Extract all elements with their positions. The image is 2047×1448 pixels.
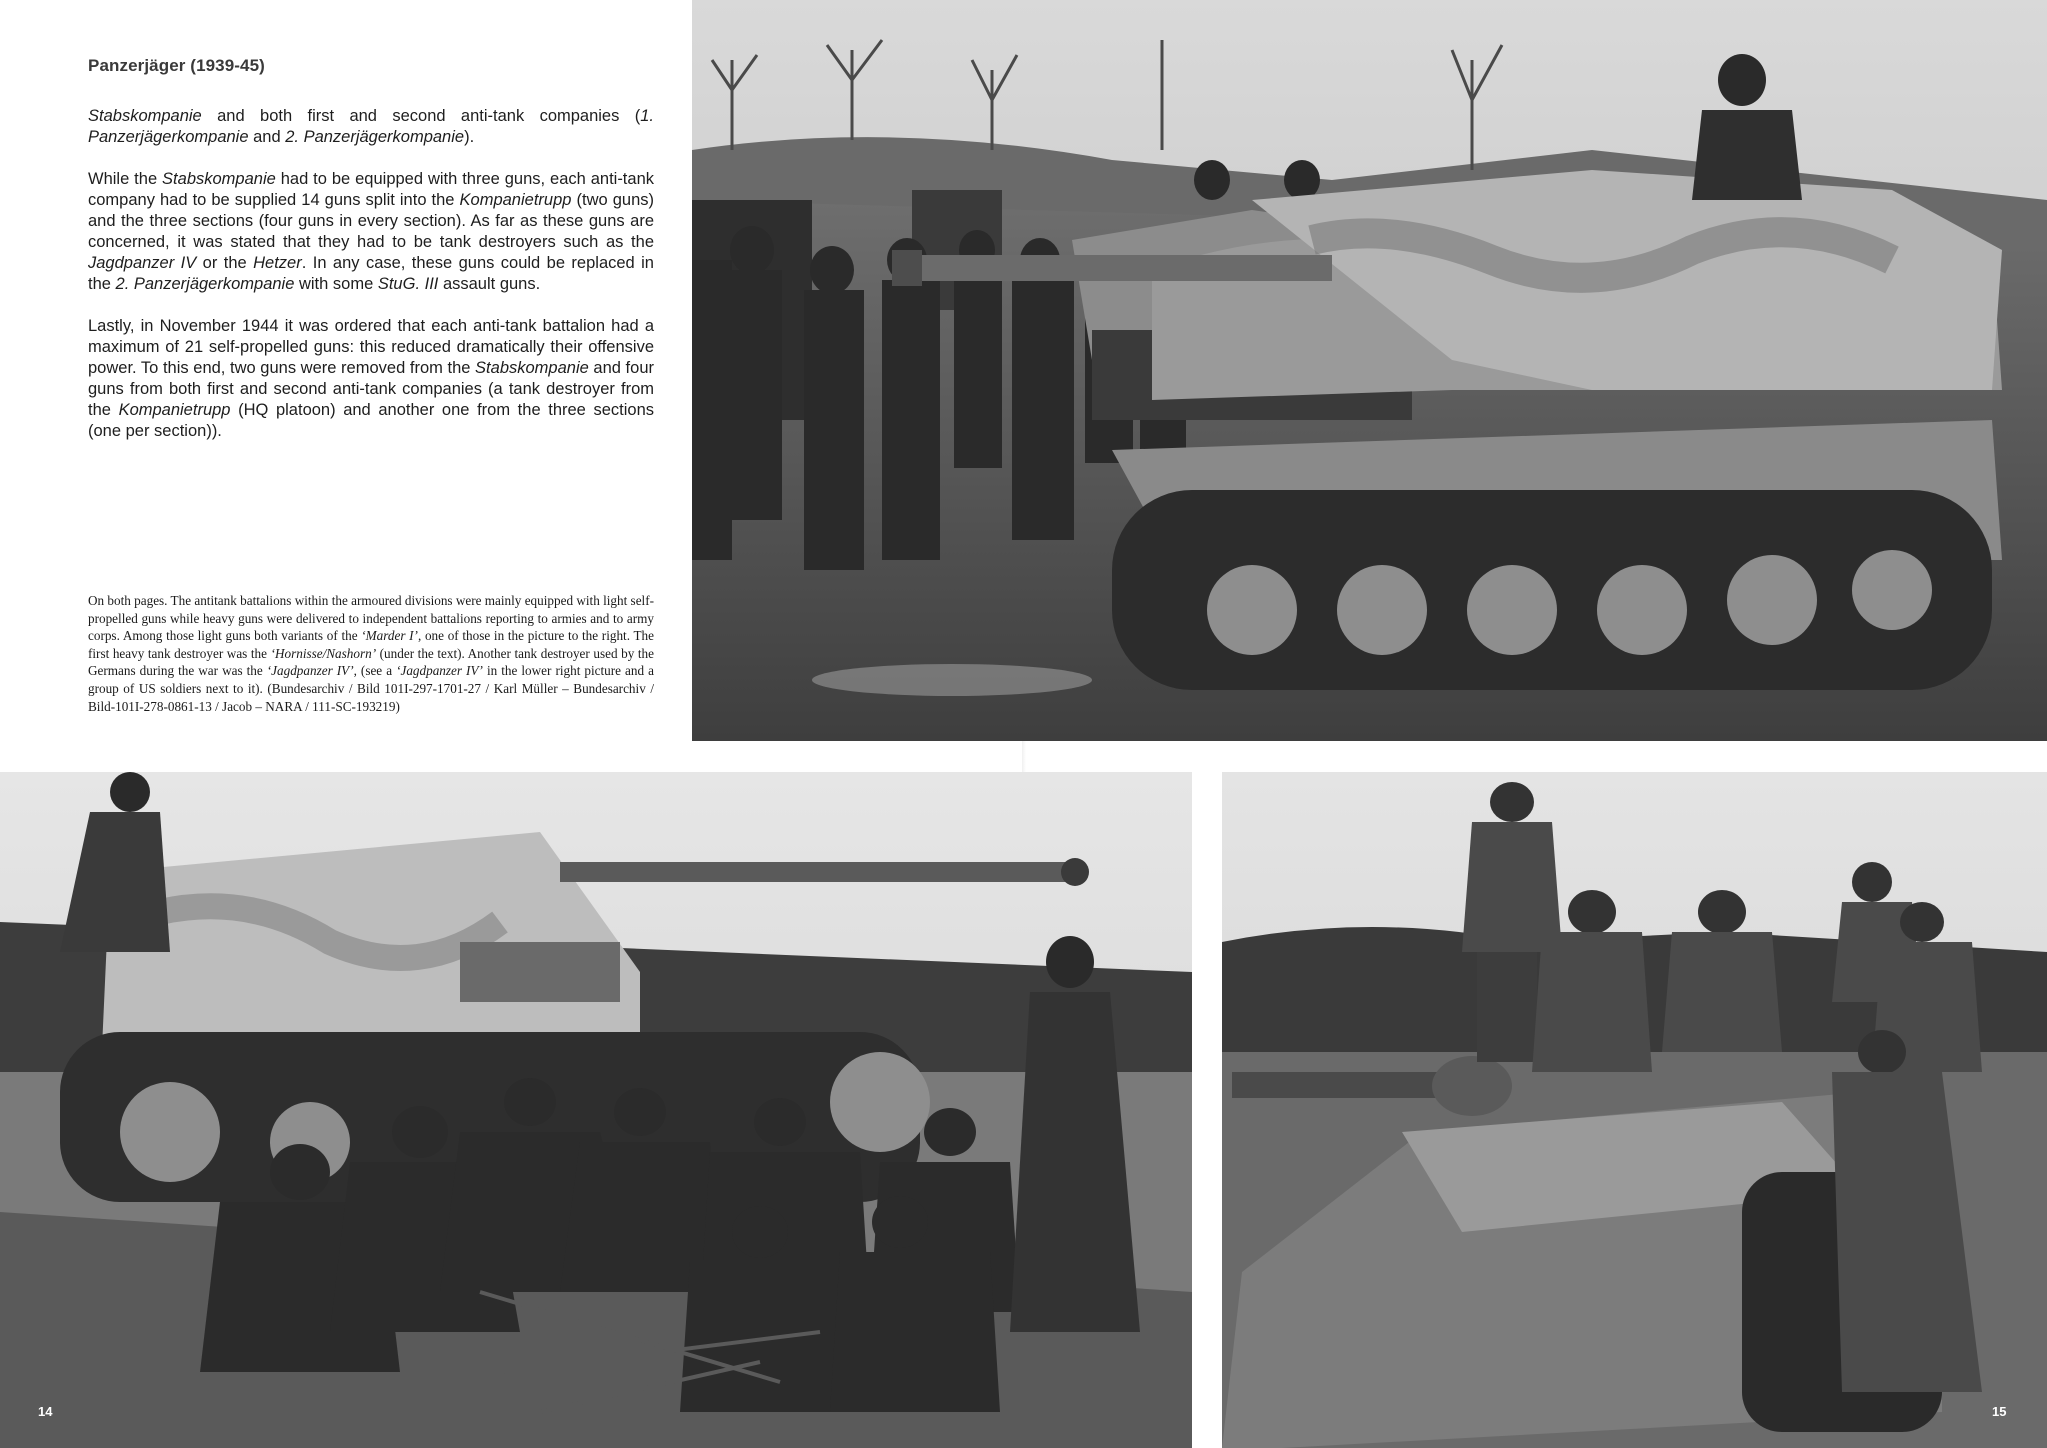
photo-marder-soldiers — [692, 0, 2047, 741]
page-number-right: 15 — [1992, 1404, 2007, 1419]
italic-run: Jagdpanzer IV — [88, 254, 197, 272]
italic-run: StuG. III — [377, 275, 439, 293]
text-run: and both first and second anti-tank companies ( — [201, 107, 641, 125]
italic-run: ‘Marder I’ — [361, 628, 418, 644]
text-run: (HQ platoon) and another one from the three sections (one per section)). — [88, 401, 654, 440]
italic-run: ‘Hornisse/Nashorn’ — [270, 645, 377, 661]
paragraph-2 — [88, 169, 654, 295]
text-run: and four guns from both first and second anti-tank companies (a tank destroyer from the — [88, 359, 654, 419]
photo-nashorn-crew — [0, 772, 1192, 1448]
text-run: (two guns) and the three sections (four guns in every section). As far as these guns are concerned, it was stated that they had to be tank destroyers such as the — [88, 191, 654, 251]
italic-run: ‘Jagdpanzer IV’ — [396, 663, 483, 679]
text-run: ). — [464, 128, 475, 146]
italic-run: ‘Jagdpanzer IV’ — [266, 663, 354, 679]
italic-run: 2. Panzerjägerkompanie — [115, 275, 295, 293]
italic-run: Hetzer — [253, 254, 302, 272]
paragraph-3 — [88, 316, 654, 442]
italic-run: Stabskompanie — [475, 359, 589, 377]
text-run: While the — [88, 170, 163, 188]
text-run: with some — [294, 275, 378, 293]
photo-caption — [88, 592, 654, 715]
page-number-left: 14 — [38, 1404, 53, 1419]
text-run: and — [248, 128, 286, 146]
italic-run: Stabskompanie — [162, 170, 276, 188]
text-run: , (see a — [353, 663, 397, 679]
text-run: , one of those in the picture to the right. The first heavy tank destroyer was the — [88, 628, 654, 661]
running-title: Panzerjäger (1939-45) — [88, 56, 265, 75]
italic-run: 2. Panzerjägerkompanie — [285, 128, 465, 146]
text-run: assault guns. — [438, 275, 541, 293]
body-text — [88, 106, 654, 463]
text-run: in the lower right picture and a group of US soldiers next to it). (Bundesarchiv / Bild 101I-297-1701-27 / Karl Müller – Bundesarchiv / Bild-101I-278-0861-13 / Jacob – NARA / 111-SC-193219) — [88, 663, 654, 714]
photo-jagdpanzer-us-soldiers — [1222, 772, 2047, 1448]
italic-run: Stabskompanie — [88, 107, 202, 125]
italic-run: 1. Panzerjägerkompanie — [88, 107, 654, 146]
text-run: had to be equipped with three guns, each anti-tank company had to be supplied 14 guns split into the — [88, 170, 654, 209]
text-run: On both pages. The antitank battalions within the armoured divisions were mainly equipped with light self-propelled guns while heavy guns were delivered to independent battalions reporting to armies and to army corps. Among those light guns both variants of the — [88, 593, 654, 644]
text-run: Lastly, in November 1944 it was ordered that each anti-tank battalion had a maximum of 21 self-propelled guns: this reduced dramatically their offensive power. To this end, two guns were removed from the — [88, 317, 654, 377]
text-run: . In any case, these guns could be replaced in the — [88, 254, 654, 293]
text-run: (under the text). Another tank destroyer used by the Germans during the war was the — [88, 645, 654, 679]
italic-run: Kompanietrupp — [118, 401, 231, 419]
text-run: or the — [196, 254, 254, 272]
italic-run: Kompanietrupp — [459, 191, 572, 209]
paragraph-1 — [88, 106, 654, 148]
